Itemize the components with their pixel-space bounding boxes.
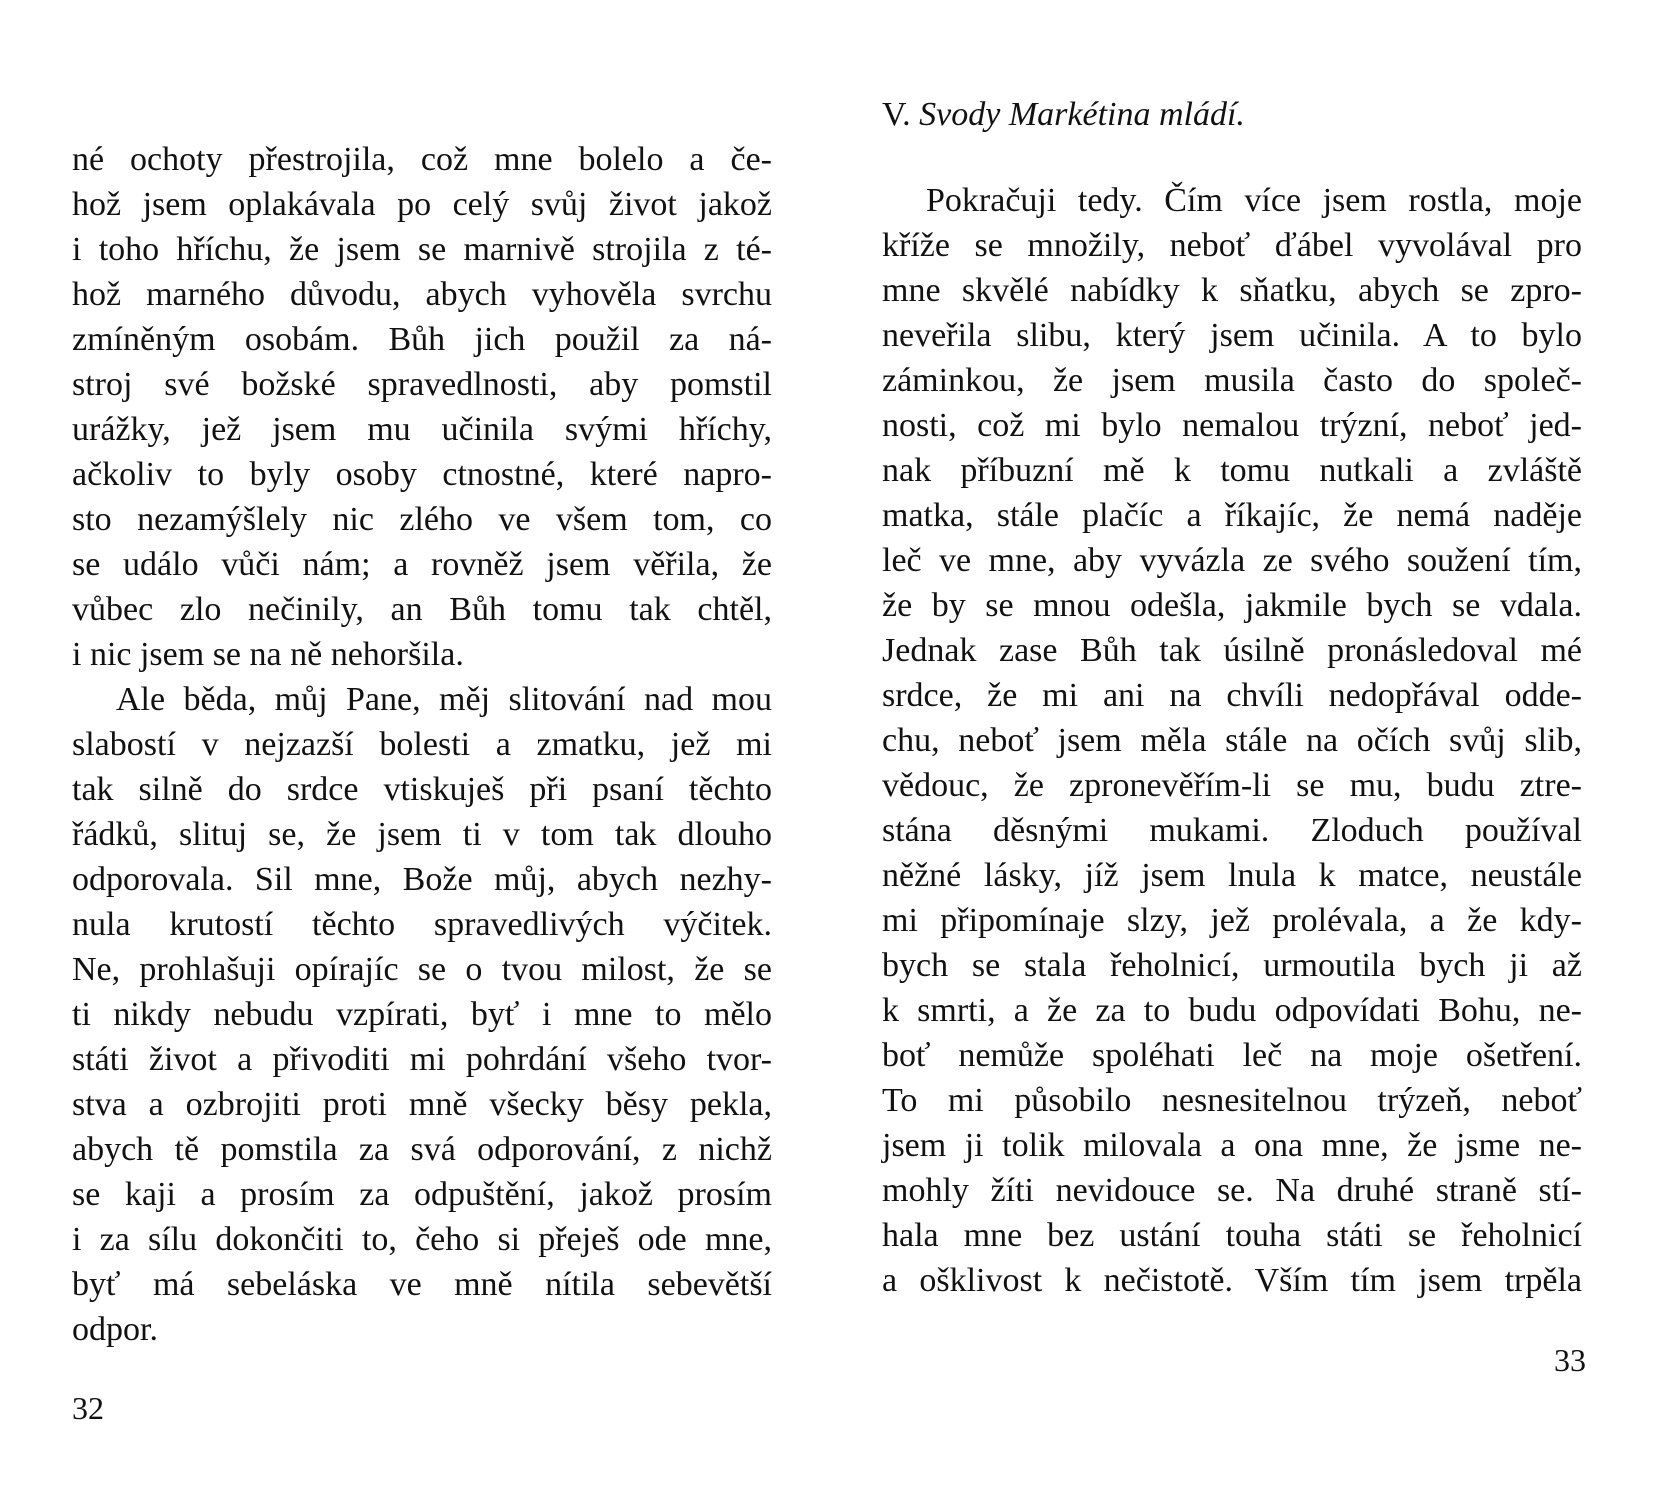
- text-line: a ošklivost k nečistotě. Vším tím jsem trpěla: [882, 1262, 1582, 1299]
- text-line: neveřila slibu, který jsem učinila. A to bylo: [882, 317, 1582, 354]
- text-line: nak příbuzní mě k tomu nutkali a zvláště: [882, 452, 1582, 489]
- text-line: hala mne bez ustání touha státi se řeholnicí: [882, 1217, 1582, 1254]
- text-line: mohly žíti nevidouce se. Na druhé straně stí-: [882, 1172, 1582, 1209]
- text-line: byť má sebeláska ve mně nítila sebevětší: [72, 1266, 772, 1303]
- text-line: ti nikdy nebudu vzpírati, byť i mne to mělo: [72, 996, 772, 1033]
- text-line: né ochoty přestrojila, což mne bolelo a če-: [72, 141, 772, 178]
- text-line: zmíněným osobám. Bůh jich použil za ná-: [72, 321, 772, 358]
- text-line: chu, neboť jsem měla stále na očích svůj slib,: [882, 722, 1582, 759]
- text-line: ačkoliv to byly osoby ctnostné, které napro-: [72, 456, 772, 493]
- text-line: bych se stala řeholnicí, urmoutila bych ji až: [882, 947, 1582, 984]
- page-number-right: 33: [1554, 1342, 1586, 1378]
- text-line: odporovala. Sil mne, Bože můj, abych nezhy-: [72, 861, 772, 898]
- text-line: řádků, slituj se, že jsem ti v tom tak dlouho: [72, 816, 772, 853]
- text-line: nula krutostí těchto spravedlivých výčitek.: [72, 906, 772, 943]
- right-page: [827, 0, 1654, 1500]
- text-line: stroj své božské spravedlnosti, aby pomstil: [72, 366, 772, 403]
- text-line: boť nemůže spoléhati leč na moje ošetření.: [882, 1037, 1582, 1074]
- text-line: slabostí v nejzazší bolesti a zmatku, jež mi: [72, 726, 772, 763]
- chapter-heading: [882, 92, 1245, 137]
- text-line: stána děsnými mukami. Zloduch používal: [882, 812, 1582, 849]
- text-line: Jednak zase Bůh tak úsilně pronásledoval mé: [882, 632, 1582, 669]
- text-line: tak silně do srdce vtiskuješ při psaní těchto: [72, 771, 772, 808]
- text-line: jsem ji tolik milovala a ona mne, že jsme ne-: [882, 1127, 1582, 1164]
- text-line: srdce, že mi ani na chvíli nedopřával odde-: [882, 677, 1582, 714]
- text-line: státi život a přivoditi mi pohrdání všeho tvor-: [72, 1041, 772, 1078]
- chapter-title: Svody Markétina mládí.: [919, 96, 1245, 133]
- text-line: se kaji a prosím za odpuštění, jakož prosím: [72, 1176, 772, 1213]
- text-line: se událo vůči nám; a rovněž jsem věřila, že: [72, 546, 772, 583]
- text-line: kříže se množily, neboť ďábel vyvolával pro: [882, 227, 1582, 264]
- text-line: i nic jsem se na ně nehoršila.: [72, 636, 464, 673]
- text-line: hož jsem oplakávala po celý svůj život jakož: [72, 186, 772, 223]
- left-page-body: [72, 137, 772, 1352]
- text-line: mi připomínaje slzy, jež prolévala, a že kdy-: [882, 902, 1582, 939]
- text-line: To mi působilo nesnesitelnou trýzeň, neboť: [882, 1082, 1582, 1119]
- text-line: nosti, což mi bylo nemalou trýzní, neboť jed-: [882, 407, 1582, 444]
- text-line: Ale běda, můj Pane, měj slitování nad mou: [116, 681, 772, 718]
- chapter-number: V.: [882, 96, 911, 133]
- text-line: i za sílu dokončiti to, čeho si přeješ ode mne,: [72, 1221, 772, 1258]
- text-line: odpor.: [72, 1311, 158, 1348]
- text-line: mne skvělé nabídky k sňatku, abych se zpro-: [882, 272, 1582, 309]
- text-line: vědouc, že zpronevěřím-li se mu, budu ztre-: [882, 767, 1582, 804]
- page-number-left: 32: [72, 1390, 104, 1426]
- text-line: urážky, jež jsem mu učinila svými hříchy,: [72, 411, 772, 448]
- text-line: hož marného důvodu, abych vyhověla svrchu: [72, 276, 772, 313]
- text-line: k smrti, a že za to budu odpovídati Bohu, ne-: [882, 992, 1582, 1029]
- text-line: leč ve mne, aby vyvázla ze svého soužení tím,: [882, 542, 1582, 579]
- text-line: vůbec zlo nečinily, an Bůh tomu tak chtěl,: [72, 591, 772, 628]
- right-page-body: [882, 178, 1582, 1303]
- text-line: Pokračuji tedy. Čím více jsem rostla, moje: [926, 182, 1582, 219]
- text-line: Ne, prohlašuji opírajíc se o tvou milost, že se: [72, 951, 772, 988]
- text-line: něžné lásky, jíž jsem lnula k matce, neustále: [882, 857, 1582, 894]
- text-line: i toho hříchu, že jsem se marnivě strojila z té-: [72, 231, 772, 268]
- text-line: abych tě pomstila za svá odporování, z nichž: [72, 1131, 772, 1168]
- text-line: sto nezamýšlely nic zlého ve všem tom, co: [72, 501, 772, 538]
- text-line: matka, stále plačíc a říkajíc, že nemá naděje: [882, 497, 1582, 534]
- text-line: že by se mnou odešla, jakmile bych se vdala.: [882, 587, 1582, 624]
- text-line: stva a ozbrojiti proti mně všecky běsy pekla,: [72, 1086, 772, 1123]
- text-line: záminkou, že jsem musila často do společ-: [882, 362, 1582, 399]
